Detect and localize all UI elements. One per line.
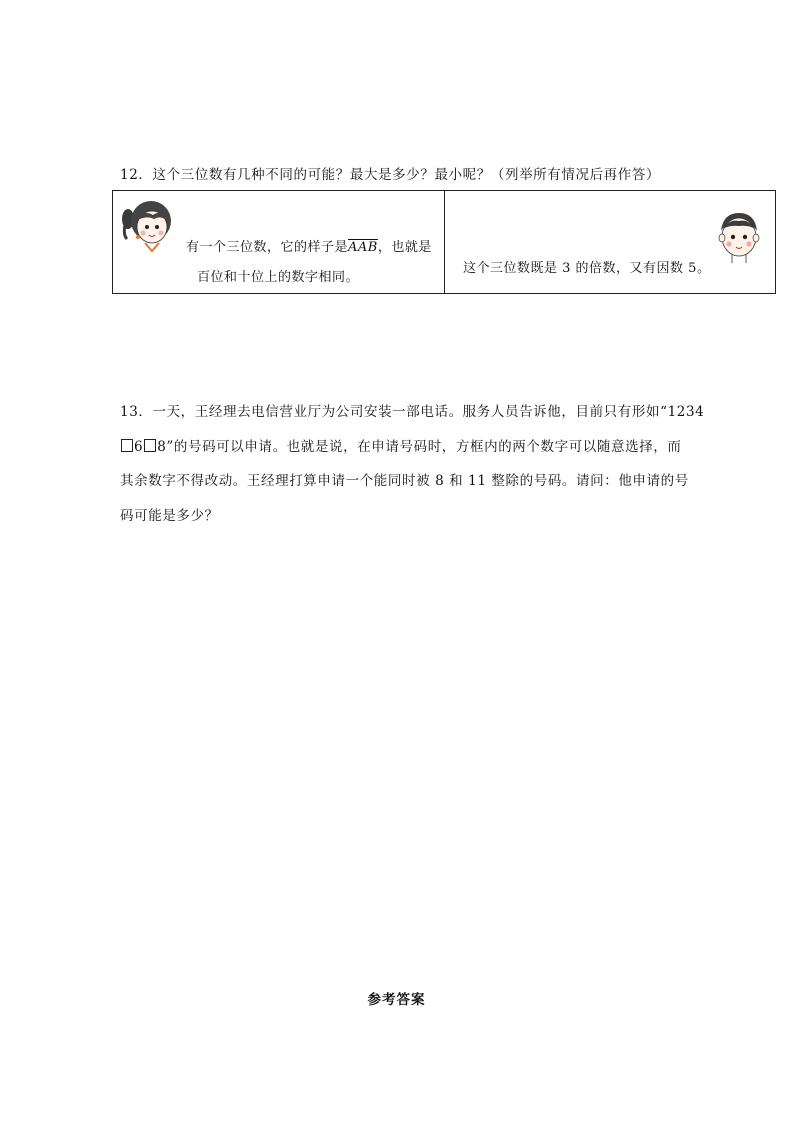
- girl-speech-cell: [113, 191, 445, 293]
- question-12-table: [112, 190, 776, 294]
- girl-speech-line-1: 有一个三位数，它的样子是$\overline{AAB}$，也就是: [186, 240, 432, 255]
- question-13-line-2: 6 8”的号码可以申请。也就是说，在申请号码时，方框内的两个数字可以随意选择，而: [120, 430, 690, 465]
- blank-digit-box: [144, 439, 156, 452]
- girl-cartoon-icon: [121, 195, 173, 255]
- boy-speech-text: 这个三位数既是 3 的倍数，又有因数 5。: [463, 261, 711, 276]
- question-13-line-3: 其余数字不得改动。王经理打算申请一个能同时被 8 和 11 整除的号码。请问：他申请的号: [120, 473, 689, 489]
- blank-digit-box: [121, 439, 133, 452]
- boy-speech-cell: [445, 191, 775, 293]
- question-13: [120, 395, 705, 533]
- question-12-title: 12．这个三位数有几种不同的可能？最大是多少？最小呢？（列举所有情况后再作答）: [120, 167, 661, 183]
- question-13-line-4: 码可能是多少？: [120, 507, 219, 524]
- girl-speech-line-2: 百位和十位上的数字相同。: [197, 270, 360, 285]
- answer-heading: 参考答案: [367, 992, 426, 1008]
- overline-number-aab: $\overline{AAB}$: [348, 240, 378, 255]
- question-13-line-1: 13．一天，王经理去电信营业厅为公司安装一部电话。服务人员告诉他，目前只有形如“1234: [120, 404, 705, 420]
- boy-cartoon-icon: [715, 207, 763, 267]
